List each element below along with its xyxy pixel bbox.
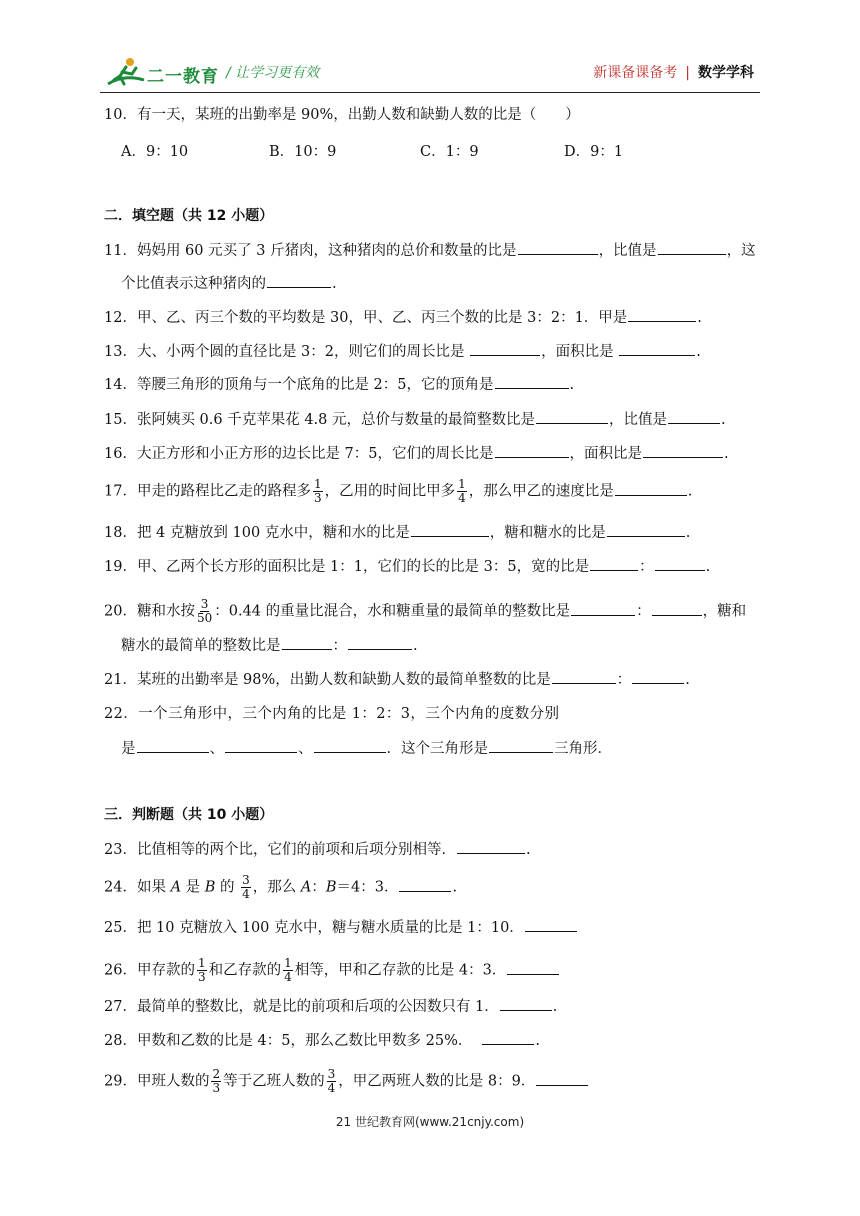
denominator: 4 [327,1081,336,1095]
q16-text-b: ，面积比是 [569,446,643,462]
answer-blank[interactable] [225,738,297,753]
q22-text-c: ．这个三角形是 [386,741,488,757]
numerator: 2 [212,1067,221,1081]
denominator: 4 [284,970,292,984]
answer-blank[interactable] [314,738,386,753]
header-divider [100,92,760,93]
question-22 [104,704,559,724]
course-label: 新课备课备考 [593,65,678,81]
answer-blank[interactable] [552,669,616,684]
q15-text-b: ，比值是 [609,412,668,428]
period: . [569,377,575,393]
answer-blank[interactable] [615,481,687,496]
q24-text-d: ，那么 [252,879,301,896]
answer-blank[interactable] [607,522,685,537]
question-21 [104,669,690,690]
page-footer: 21 世纪教育网(www.21cnjy.com) [335,1115,525,1129]
fraction-1-3 [197,957,207,984]
numerator: 3 [200,597,209,611]
var-b: B [325,879,337,896]
fraction-1-3 [313,478,323,505]
q21-text-a: 21．某班的出勤率是 98%，出勤人数和缺勤人数的最简单整数的比是 [104,672,551,688]
period: . [535,1033,540,1049]
answer-blank[interactable] [507,960,559,975]
question-20 [104,598,746,625]
denominator: 4 [458,491,466,505]
colon: ： [636,603,651,620]
question-10 [104,105,580,125]
logo-text: 二一教育 [147,67,219,87]
header-separator: | [685,65,690,81]
q18-text-a: 18．把 4 克糖放到 100 克水中，糖和水的比是 [104,525,410,541]
q24-text-e: ： [311,879,326,896]
denominator: 50 [196,611,213,625]
q13-text-a: 13．大、小两个圆的直径比是 3：2，则它们的周长比是 [104,344,470,360]
q17-text-a: 17．甲走的路程比乙走的路程多 [104,483,311,500]
denominator: 3 [212,1081,221,1095]
period: . [685,672,690,688]
period: . [721,412,726,428]
option-b: B．10：9 [269,144,337,160]
numerator: 1 [313,477,322,491]
option-c: C．1：9 [420,144,479,160]
question-24 [104,874,457,901]
question-11-cont [121,273,337,294]
fraction-2-3 [211,1068,221,1095]
fraction-1-4 [283,957,293,984]
answer-blank[interactable] [500,996,552,1011]
q29-text-b: 等于乙班人数的 [223,1073,325,1090]
q28-text: 28．甲数和乙数的比是 4：5，那么乙数比甲数多 25%． [104,1033,473,1049]
numerator: 3 [327,1067,336,1081]
question-10-text: 10．有一天，某班的出勤率是 90%，出勤人数和缺勤人数的比是（ ） [104,107,580,123]
question-29 [104,1068,589,1095]
period: . [724,446,729,462]
q20-text-d: 糖水的最简单的整数比是 [121,638,281,654]
answer-blank[interactable] [348,635,412,650]
question-27 [104,996,557,1017]
answer-blank[interactable] [619,341,695,356]
q20-text-a: 20．糖和水按 [104,603,195,620]
numerator: 1 [284,956,292,970]
section-fill-in: 二．填空题（共 12 小题） [104,208,274,224]
answer-blank[interactable] [282,635,332,650]
q24-text-c: 的 [215,879,240,896]
q25-text: 25．把 10 克糖放入 100 克水中，糖与糖水质量的比是 1：10． [104,920,524,936]
answer-blank[interactable] [411,522,489,537]
period: . [687,483,693,500]
question-14 [104,374,574,395]
denominator: 3 [313,491,322,505]
numerator: 1 [458,477,466,491]
q26-text-b: 和乙存款的 [208,962,282,979]
page-header [0,0,860,100]
answer-blank[interactable] [632,669,684,684]
separator: 、 [298,741,313,757]
q11-text-b: ，比值是 [598,243,657,259]
answer-blank[interactable] [643,443,723,458]
answer-blank[interactable] [668,409,720,424]
q11-text-c: ，这 [726,243,756,259]
question-23 [104,839,531,860]
slogan: / 让学习更有效 [226,65,320,81]
period: . [552,999,558,1015]
question-28 [104,1030,540,1051]
question-11 [104,240,756,261]
q16-text-a: 16．大正方形和小正方形的边长比是 7：5，它们的周长比是 [104,446,494,462]
separator: 、 [209,741,224,757]
q23-text: 23．比值相等的两个比，它们的前项和后项分别相等． [104,842,456,858]
option-d: D．9：1 [564,144,624,160]
question-16 [104,443,729,464]
q26-text-c: 相等，甲和乙存款的比是 4：3． [294,962,507,979]
question-15 [104,409,726,430]
question-20-cont [121,635,418,656]
var-b: B [204,879,216,896]
q12-text: 12．甲、乙、丙三个数的平均数是 30，甲、乙、丙三个数的比是 3：2：1．甲是 [104,310,628,326]
fraction-3-4 [241,874,251,901]
subject-label: 数学学科 [698,65,754,81]
q11-text-d: 个比值表示这种猪肉的 [121,276,266,292]
colon: ： [332,638,347,654]
q24-text-b: 是 [181,879,205,896]
answer-blank[interactable] [489,738,553,753]
answer-blank[interactable] [470,341,540,356]
q22-text-d: 三角形． [554,741,612,757]
fraction-3-50 [197,598,212,625]
answer-blank[interactable] [495,443,569,458]
var-a: A [170,879,182,896]
colon: ： [616,672,632,688]
answer-blank[interactable] [137,738,209,753]
answer-blank[interactable] [267,273,331,288]
denominator: 4 [242,887,250,901]
answer-blank[interactable] [495,374,569,389]
q22-text-a: 22．一个三角形中，三个内角的比是 1：2：3，三个内角的度数分别 [104,706,560,722]
answer-blank[interactable] [536,1071,588,1086]
option-a: A．9：10 [121,144,189,160]
q17-text-b: ，乙用的时间比甲多 [324,483,456,500]
denominator: 3 [197,970,206,984]
answer-blank[interactable] [590,556,638,571]
q26-text-a: 26．甲存款的 [104,962,195,979]
fraction-3-4 [327,1068,337,1095]
answer-blank[interactable] [457,839,525,854]
q29-text-c: ，甲乙两班人数的比是 8：9． [338,1073,536,1090]
q14-text: 14．等腰三角形的顶角与一个底角的比是 2：5，它的顶角是 [104,377,494,393]
q19-text-a: 19．甲、乙两个长方形的面积比是 1：1，它们的长的比是 3：5，宽的比是 [104,559,590,575]
q13-text-b: ，面积比是 [541,344,619,360]
question-25 [104,917,578,938]
answer-blank[interactable] [628,307,696,322]
answer-blank[interactable] [482,1030,534,1045]
answer-blank[interactable] [536,409,608,424]
q22-text-b: 是 [121,741,136,757]
answer-blank[interactable] [652,601,702,616]
answer-blank[interactable] [658,240,726,255]
q15-text-a: 15．张阿姨买 0.6 千克苹果花 4.8 元，总价与数量的最简整数比是 [104,412,536,428]
q29-text-a: 29．甲班人数的 [104,1073,210,1090]
period: . [696,344,701,360]
question-17 [104,478,692,505]
period: . [525,842,531,858]
q27-text: 27．最简单的整数比，就是比的前项和后项的公因数只有 1． [104,999,499,1015]
question-19 [104,556,710,577]
answer-blank[interactable] [655,556,705,571]
header-right [593,62,754,82]
period: . [697,310,702,326]
period: . [413,638,418,654]
q17-text-c: ，那么甲乙的速度比是 [468,483,614,500]
colon: ： [639,559,654,575]
answer-blank[interactable] [525,917,577,932]
q24-text-f: ＝4：3． [336,879,399,896]
period: . [705,559,711,575]
answer-blank[interactable] [571,601,635,616]
q18-text-b: ，糖和糖水的比是 [489,525,606,541]
q20-text-c: ，糖和 [702,603,747,620]
var-a: A [300,879,312,896]
period: . [452,879,458,896]
numerator: 3 [242,873,250,887]
question-26 [104,957,560,984]
question-22-cont [121,738,612,759]
q24-text-a: 24．如果 [104,879,171,896]
numerator: 1 [197,956,206,970]
answer-blank[interactable] [518,240,598,255]
question-12 [104,307,702,328]
period: . [332,276,337,292]
q11-text-a: 11．妈妈用 60 元买了 3 斤猪肉，这种猪肉的总价和数量的比是 [104,243,517,259]
fraction-1-4 [457,478,467,505]
question-18 [104,522,690,543]
period: . [685,525,691,541]
question-13 [104,341,701,362]
answer-blank[interactable] [399,877,451,892]
section-judgment: 三．判断题（共 10 小题） [104,807,274,823]
q20-text-b: ：0.44 的重量比混合，水和糖重量的最简单的整数比是 [214,603,571,620]
